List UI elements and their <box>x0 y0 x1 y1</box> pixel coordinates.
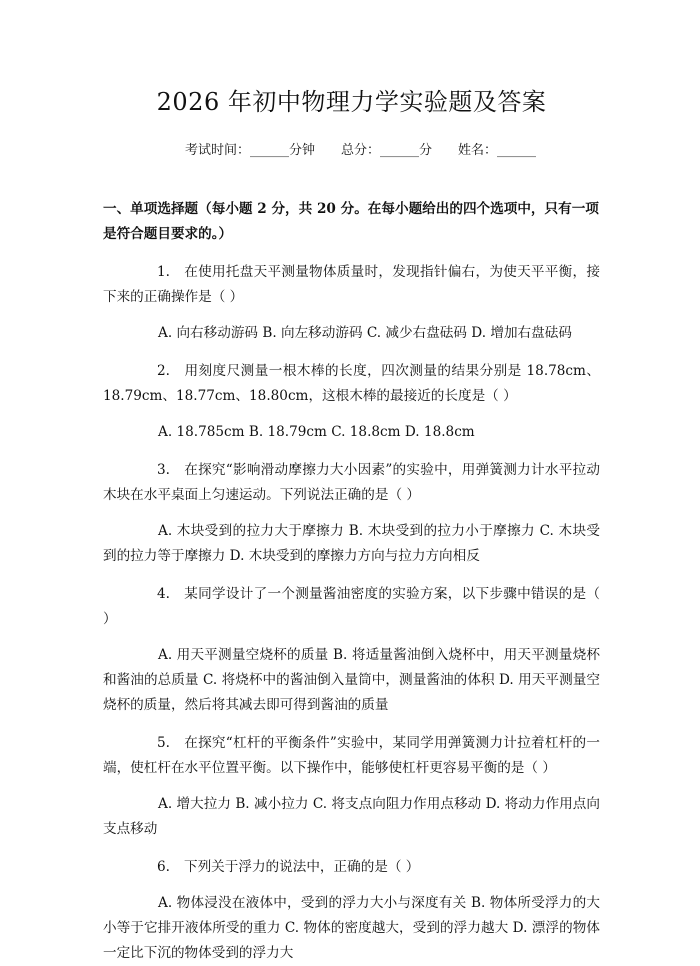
question-number: 4. <box>157 586 170 602</box>
question-3 <box>103 458 600 508</box>
question-3-options: A. 木块受到的拉力大于摩擦力 B. 木块受到的拉力小于摩擦力 C. 木块受到的拉力等于摩擦力 D. 木块受到的摩擦力方向与拉力方向相反 <box>103 523 600 564</box>
question-text: 某同学设计了一个测量酱油密度的实验方案，以下步骤中错误的是（ ） <box>103 586 600 627</box>
section-heading-single-choice: 一、单项选择题（每小题 2 分，共 20 分。在每小题给出的四个选项中，只有一项是符合题目要求的。） <box>103 201 599 242</box>
question-4-options: A. 用天平测量空烧杯的质量 B. 将适量酱油倒入烧杯中，用天平测量烧杯和酱油的总质量 C. 将烧杯中的酱油倒入量筒中，测量酱油的体积 D. 用天平测量空烧杯的质量，然后将其减去即可得到酱油的质量 <box>103 647 600 713</box>
student-name-field: 姓名：______ <box>458 143 537 158</box>
question-text: 用刻度尺测量一根木棒的长度，四次测量的结果分别是 18.78cm、18.79cm、18.77cm、18.80cm，这根木棒的最接近的长度是（ ） <box>103 363 600 404</box>
question-2-options: A. 18.785cm B. 18.79cm C. 18.8cm D. 18.8cm <box>158 424 475 440</box>
question-number: 2. <box>157 363 170 379</box>
question-number: 6. <box>157 859 170 875</box>
question-number: 1. <box>157 264 170 280</box>
document-title: 2026 年初中物理力学实验题及答案 <box>156 88 547 116</box>
question-1-options: A. 向右移动游码 B. 向左移动游码 C. 减少右盘砝码 D. 增加右盘砝码 <box>158 325 572 341</box>
question-6-options: A. 物体浸没在液体中，受到的浮力大小与深度有关 B. 物体所受浮力的大小等于它排开液体所受的重力 C. 物体的密度越大，受到的浮力越大 D. 漂浮的物体一定比下沉的物体受到的浮力大 <box>103 895 600 961</box>
question-text: 下列关于浮力的说法中，正确的是（ ） <box>183 859 420 875</box>
question-5 <box>103 731 600 781</box>
total-score-field: 总分：______分 <box>340 143 432 158</box>
exam-time-field: 考试时间：______分钟 <box>184 143 315 158</box>
question-5-options: A. 增大拉力 B. 减小拉力 C. 将支点向阻力作用点移动 D. 将动力作用点向支点移动 <box>103 796 600 837</box>
question-1 <box>103 260 600 310</box>
question-text: 在探究“杠杆的平衡条件”实验中，某同学用弹簧测力计拉着杠杆的一端，使杠杆在水平位置平衡。以下操作中，能够使杠杆更容易平衡的是（ ） <box>103 735 600 776</box>
question-4 <box>103 582 600 632</box>
question-number: 3. <box>157 462 170 478</box>
question-2 <box>103 359 600 409</box>
question-6 <box>103 855 600 880</box>
question-number: 5. <box>157 735 170 751</box>
question-text: 在探究“影响滑动摩擦力大小因素”的实验中，用弹簧测力计水平拉动木块在水平桌面上匀速运动。下列说法正确的是（ ） <box>103 462 600 503</box>
question-text: 在使用托盘天平测量物体质量时，发现指针偏右，为使天平平衡，接下来的正确操作是（ ） <box>103 264 600 305</box>
exam-info-line <box>103 141 600 161</box>
